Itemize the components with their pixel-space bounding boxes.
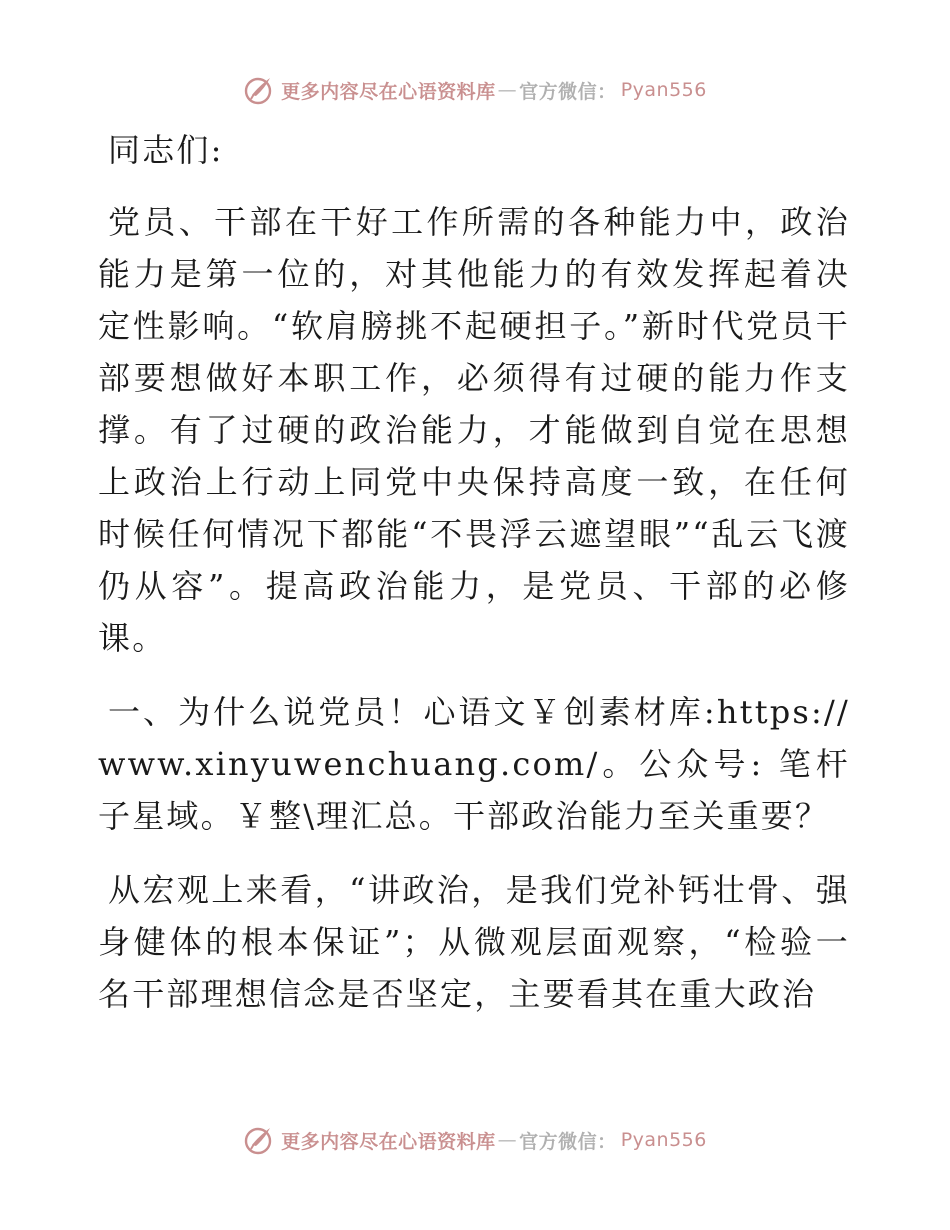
salutation: 同志们:: [108, 131, 224, 169]
watermark-separator: —: [497, 79, 518, 101]
watermark-account-id: Pyan556: [620, 79, 707, 101]
watermark-main-text: 更多内容尽在心语资料库: [281, 80, 496, 103]
footer-watermark: [0, 1120, 950, 1160]
header-watermark: [0, 70, 950, 110]
watermark-separator: —: [497, 1129, 518, 1151]
document-body: [98, 124, 850, 1020]
quill-seal-icon: [243, 74, 275, 106]
watermark-official-label: 官方微信：: [519, 1130, 617, 1153]
paragraph-1: 党员、干部在干好工作所需的各种能力中，政治能力是第一位的，对其他能力的有效发挥起着决定性影响。“软肩膀挑不起硬担子。”新时代党员干部要想做好本职工作，必须得有过硬的能力作支撑。有了过硬的政治能力，才能做到自觉在思想上政治上行动上同党中央保持高度一致，在任何时候任何情况下都能“不畏浮云遮望眼”“乱云飞渡仍从容”。提高政治能力，是党员、干部的必修课。: [98, 203, 850, 657]
paragraph-2-heading: 一、为什么说党员！心语文￥创素材库:https://www.xinyuwenchuang.com/。公众号: 笔杆子星域。￥整\理汇总。干部政治能力至关重要？: [98, 693, 850, 835]
watermark-account-id: Pyan556: [620, 1129, 707, 1151]
paragraph-3: 从宏观上来看，“讲政治，是我们党补钙壮骨、强身健体的根本保证”；从微观层面观察，“检验一名干部理想信念是否坚定，主要看其在重大政治: [98, 871, 850, 1013]
quill-seal-icon: [243, 1124, 275, 1156]
watermark-official-label: 官方微信：: [519, 80, 617, 103]
watermark-main-text: 更多内容尽在心语资料库: [281, 1130, 496, 1153]
